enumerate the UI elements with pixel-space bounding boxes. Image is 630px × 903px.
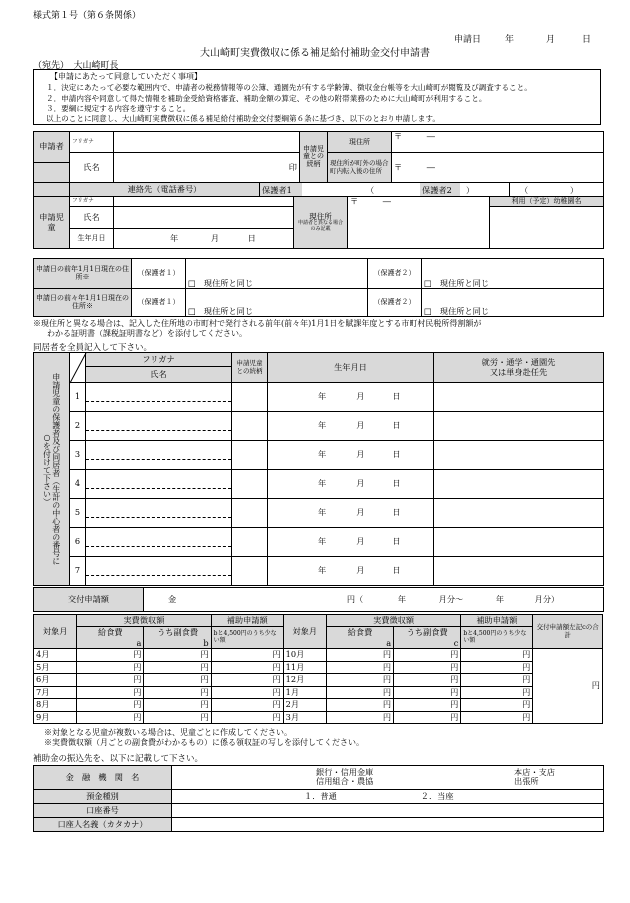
contact-guardian1-field[interactable]: 保護者1 （ ） xyxy=(260,183,510,197)
month-row: 4月 円 円 円 10月 円 円 円 円 xyxy=(34,649,603,662)
date-day: 日 xyxy=(582,35,592,45)
prev-year-address-label: 申請日の前年1月1日現在の住所※ xyxy=(34,259,132,289)
household-table xyxy=(33,352,604,586)
household-row: 3 年 月 日 xyxy=(34,441,604,470)
prev-year-guardian2-label: （保護者２） xyxy=(368,259,422,289)
applicant-label: 申請者 xyxy=(34,132,70,163)
household-row: 1 年 月 日 xyxy=(34,383,604,412)
child-birth-label: 生年月日 xyxy=(70,229,114,249)
right-sub-header: うち副食費 xyxy=(394,627,461,639)
household-side-label: 申請児童の保護者及び同居者（生計の中心者の番号に○を付けて下さい） xyxy=(34,353,70,586)
child-address-field[interactable]: 〒 ― xyxy=(348,197,490,249)
left-actual-header: 実費徴収額 xyxy=(77,615,211,627)
application-date-label: 申請日 xyxy=(454,35,482,45)
month-row: 5月 円 円 円 11月 円 円 円 xyxy=(34,661,603,674)
grant-amount-label: 交付申請額 xyxy=(34,588,144,612)
applicant-furigana-label: フリガナ xyxy=(70,132,114,153)
bank-name-field[interactable] xyxy=(172,766,604,790)
applicant-address-field[interactable]: 〒 ― xyxy=(392,132,604,153)
deposit-type-field[interactable] xyxy=(172,790,604,804)
household-name-header: 氏名 xyxy=(86,367,232,383)
bank-type-options: 銀行・信用金庫 信用組合・農協 xyxy=(316,767,374,787)
total-amount-field[interactable]: 円 xyxy=(533,649,603,724)
branch-options: 本店・支店 出張所 xyxy=(514,767,555,787)
prev-year-guardian2-same[interactable]: □ 現住所と同じ xyxy=(422,259,604,289)
guardian2-label: 保護者2 xyxy=(420,183,460,197)
right-meal-header: 給食費 xyxy=(326,627,393,639)
seal-mark: 印 xyxy=(288,161,297,172)
account-holder-label: 口座人名義（カタカナ） xyxy=(34,818,172,832)
bank-intro: 補助金の振込先を、以下に記載して下さい。 xyxy=(33,754,204,764)
residence-table xyxy=(33,258,604,317)
month-row: 9月 円 円 円 3月 円 円 円 xyxy=(34,711,603,724)
child-address-label: 現住所 申請者と異なる場合のみ記載 xyxy=(294,197,348,249)
bank-table xyxy=(33,765,604,832)
kindergarten-field[interactable] xyxy=(490,207,604,249)
grant-note-2: ※実費徴収額（月ごとの副食費がわかるもの）に係る領収証の写しを添付してください。 xyxy=(44,738,364,747)
deposit-current-option[interactable]: ２．当座 xyxy=(420,790,454,801)
household-corner-cell xyxy=(70,353,86,383)
household-work-header: 就労・通学・通園先 又は単身赴任先 xyxy=(434,353,604,383)
consent-item-1: １．決定にあたって必要な範囲内で、申請者の税務情報等の公簿、通園先が有する学齢簿、徴収金台帳等を大山崎町が閲覧及び調査すること。 xyxy=(46,83,532,92)
household-row: 7 年 月 日 xyxy=(34,557,604,586)
household-furigana-header: フリガナ xyxy=(86,353,232,367)
child-label: 申請児童 xyxy=(34,197,70,249)
consent-item-2: ２．申請内容や同意して得た情報を補助金受給資格審査、補助金額の算定、その他の附帯業務のために大山崎町が利用すること。 xyxy=(46,94,487,103)
household-row: 6 年 月 日 xyxy=(34,528,604,557)
month-row: 8月 円 円 円 2月 円 円 円 xyxy=(34,699,603,712)
residence-note-1: ※現住所と異なる場合は、記入した住所地の市町村で発行される前年(前々年)1月1日を賦課年度とする市町村民税所得割額が xyxy=(33,319,482,328)
household-row: 4 年 月 日 xyxy=(34,470,604,499)
right-less-header: bと4,500円のうち少ない額 xyxy=(461,627,533,649)
applicant-blank xyxy=(34,163,70,183)
applicant-name-field[interactable] xyxy=(114,153,300,183)
addressee: （宛先） 大山崎町長 xyxy=(33,61,119,71)
contact-label: 連絡先（電話番号） xyxy=(70,183,260,197)
outside-address-label: 現住所が町外の場合町内転入後の住所 xyxy=(328,153,392,183)
document-title: 大山崎町実費徴収に係る補足給付補助金交付申請書 xyxy=(200,48,430,59)
date-month: 月 xyxy=(546,35,556,45)
left-sub-header: うち副食費 xyxy=(144,627,211,639)
child-furigana-label: フリガナ xyxy=(70,197,114,207)
deposit-type-label: 預金種別 xyxy=(34,790,172,804)
form-number: 様式第１号（第６条関係） xyxy=(33,11,142,21)
household-row: 5 年 月 日 xyxy=(34,499,604,528)
prev2-year-address-label: 申請日の前々年1月1日現在の住所※ xyxy=(34,289,132,317)
left-month-header: 対象月 xyxy=(34,615,77,649)
applicant-address-label: 現住所 xyxy=(328,132,392,153)
grant-note-1: ※対象となる児童が複数いる場合は、児童ごとに作成してください。 xyxy=(44,728,292,737)
consent-item-3: ３．要綱に規定する内容を遵守すること。 xyxy=(46,104,191,113)
date-year: 年 xyxy=(505,35,515,45)
outside-address-field[interactable]: 〒 ― xyxy=(392,153,604,183)
bank-name-label: 金 融 機 関 名 xyxy=(34,766,172,790)
applicant-name-label: 氏名 xyxy=(70,153,114,183)
right-subsidy-header: 補助申請額 xyxy=(461,615,533,627)
child-table xyxy=(33,196,604,249)
right-month-header: 対象月 xyxy=(283,615,326,649)
child-name-field[interactable] xyxy=(114,207,294,229)
child-name-label: 氏名 xyxy=(70,207,114,229)
household-relation-header: 申請児童との続柄 xyxy=(232,353,268,383)
prev-year-guardian1-same[interactable]: □ 現住所と同じ xyxy=(186,259,368,289)
left-subsidy-header: 補助申請額 xyxy=(211,615,283,627)
prev2-year-guardian1-label: （保護者１） xyxy=(132,289,186,317)
prev2-year-guardian2-label: （保護者２） xyxy=(368,289,422,317)
prev2-year-guardian2-same[interactable]: □ 現住所と同じ xyxy=(422,289,604,317)
residence-note-2: わかる証明書（課税証明書など）を添付してください。 xyxy=(47,329,247,338)
right-actual-header: 実費徴収額 xyxy=(326,615,460,627)
contact-blank xyxy=(34,183,70,197)
household-row: 2 年 月 日 xyxy=(34,412,604,441)
child-birth-field[interactable]: 年 月 日 xyxy=(114,229,294,249)
total-header: 交付申請額左記cの合計 xyxy=(533,615,603,649)
guardian1-label: 保護者1 xyxy=(260,183,302,196)
account-holder-field[interactable] xyxy=(172,818,604,832)
contact-guardian2-field[interactable]: 保護者2 （ ） xyxy=(510,183,604,197)
deposit-ordinary-option[interactable]: １．普通 xyxy=(304,790,337,801)
consent-summary: 以上のことに同意し、大山崎町実費徴収に係る補足給付補助金交付要綱第６条に基づき、以下のとおり申請します。 xyxy=(46,114,440,123)
monthly-table: 対象月 実費徴収額 補助申請額 対象月 実費徴収額 補助申請額 交付申請額左記cの合計 給食費 うち副食費 bと4,500円のうち少ない額 給食費 うち副食費 bと4,500円のうち少ない額 a b a c 4月 円 円 円 10月 円 円 円 円 5月 円 円 円 11月 円 円 円 6月 円 円 円 12月 円 円 円 7月 円 円 円 1月 円 円 円 8月 円 円 円 2月 円 円 円 9月 円 円 円 3月 円 円 円 xyxy=(33,614,603,724)
household-birth-header: 生年月日 xyxy=(268,353,434,383)
household-intro: 同居者を全員記入して下さい。 xyxy=(33,343,153,353)
month-row: 7月 円 円 円 1月 円 円 円 xyxy=(34,686,603,699)
grant-amount-field[interactable]: 金 円（ 年 月分～ 年 月分） xyxy=(144,588,604,612)
applicant-table xyxy=(33,131,604,197)
prev-year-guardian1-label: （保護者１） xyxy=(132,259,186,289)
applicant-furigana-field[interactable] xyxy=(114,132,300,153)
account-number-field[interactable] xyxy=(172,804,604,818)
consent-heading: 【申請にあたって同意していただく事項】 xyxy=(50,72,202,81)
account-number-label: 口座番号 xyxy=(34,804,172,818)
month-row: 6月 円 円 円 12月 円 円 円 xyxy=(34,674,603,687)
diagonal-line-icon xyxy=(70,353,86,383)
prev2-year-guardian1-same[interactable]: □ 現住所と同じ xyxy=(186,289,368,317)
child-furigana-field[interactable] xyxy=(114,197,294,207)
kindergarten-label: 利用（予定）幼稚園名 xyxy=(490,197,604,207)
applicant-relation-label: 申請児童との続柄 xyxy=(300,132,328,183)
left-meal-header: 給食費 xyxy=(77,627,144,639)
grant-amount-table xyxy=(33,587,604,612)
left-less-header: bと4,500円のうち少ない額 xyxy=(211,627,283,649)
